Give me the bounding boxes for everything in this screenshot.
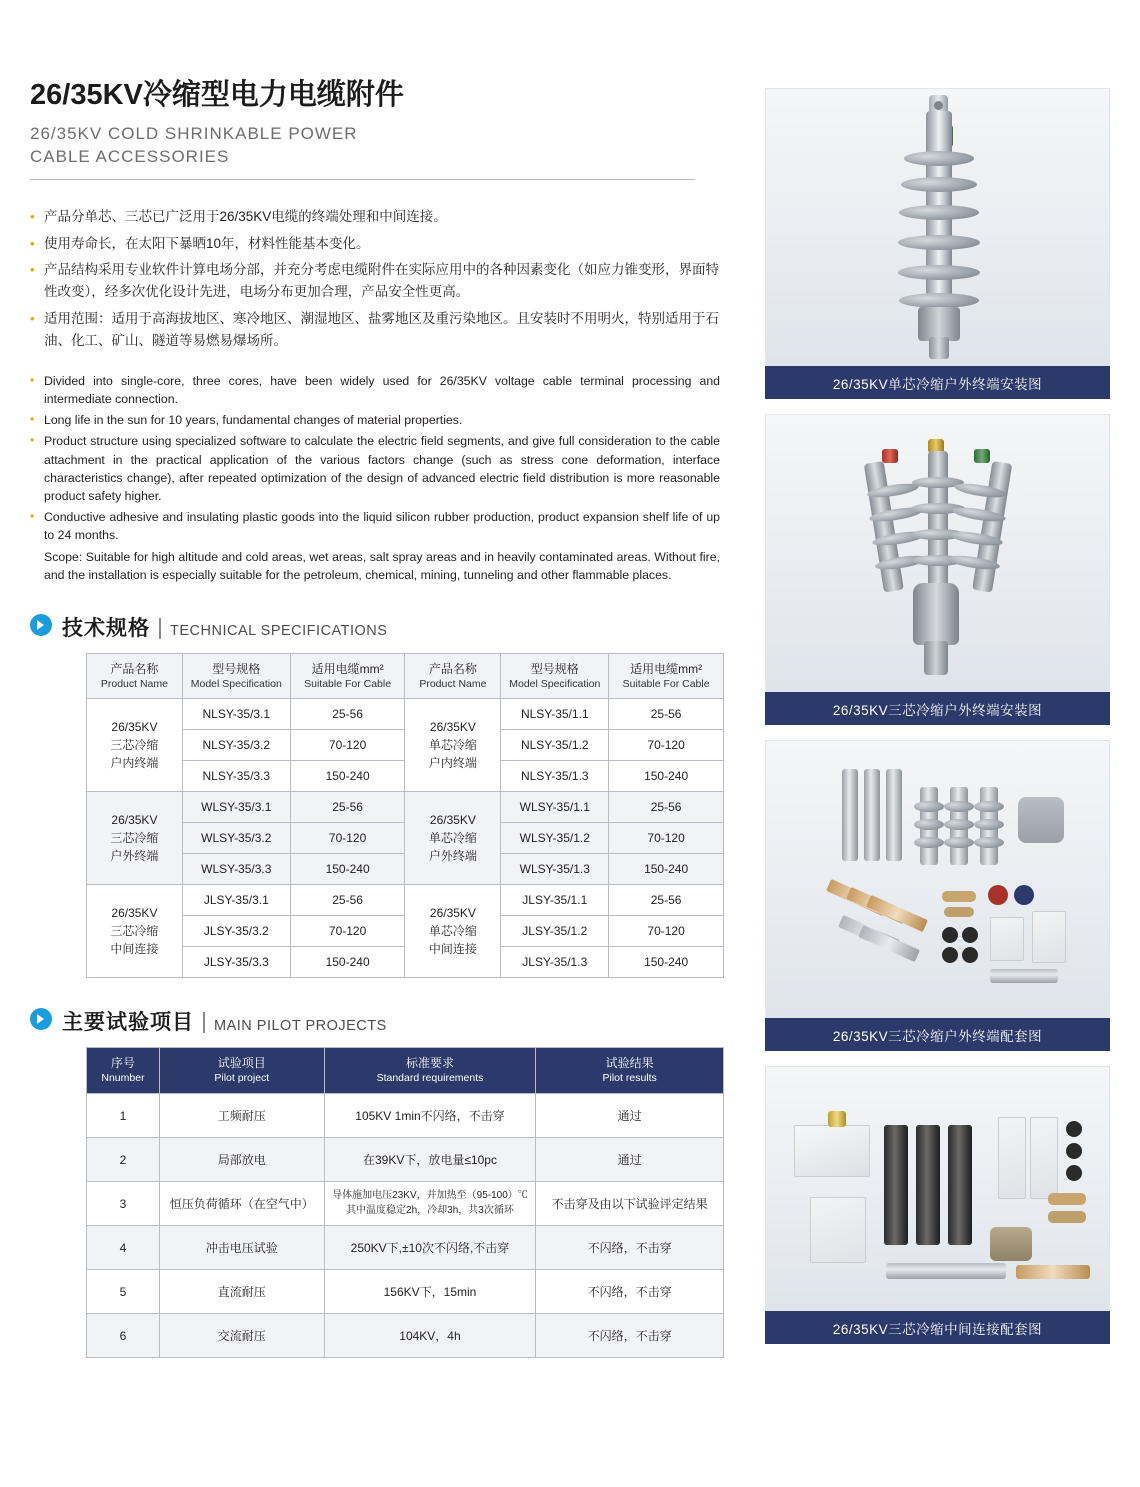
product-photo [765, 740, 1110, 1018]
intro-scope-text: Scope: Suitable for high altitude and cold areas, wet areas, salt spray areas and in heavily contaminated areas. Without fire, and the installation is especially suitable for the petroleum, chemical, mining, tunneling and other flammable places. [44, 549, 720, 582]
kit-bag [998, 1117, 1026, 1199]
cable-left: 70-120 [290, 730, 405, 761]
cable-left: 25-56 [290, 699, 405, 730]
model-left: JLSY-35/3.2 [182, 916, 290, 947]
page-title-en [30, 123, 720, 169]
kit-oring [1066, 1143, 1082, 1159]
figure-three-core-joint-kit [765, 1066, 1110, 1344]
column-header-cn: 型号规格 [530, 661, 579, 676]
model-left: NLSY-35/3.2 [182, 730, 290, 761]
cable-left: 70-120 [290, 916, 405, 947]
section-title-cn: 技术规格 [62, 618, 161, 639]
cable-left: 70-120 [290, 823, 405, 854]
kit-tube [842, 769, 858, 861]
row-number: 4 [87, 1226, 160, 1270]
model-right: JLSY-35/1.1 [501, 885, 609, 916]
technical-specifications-table [86, 653, 724, 978]
column-header-cn: 试验项目 [217, 1056, 266, 1071]
kit-joint-tube [884, 1125, 908, 1245]
section-heading-main-pilot-projects [30, 1008, 720, 1033]
column-header-en: Product Name [419, 678, 487, 691]
pilot-result: 不闪络，不击穿 [536, 1314, 724, 1358]
cable-left: 150-240 [290, 761, 405, 792]
kit-rubber-roll [1018, 797, 1064, 843]
figure-caption: 26/35KV三芯冷缩户外终端配套图 [765, 1018, 1110, 1051]
kit-tube [864, 769, 880, 861]
column-header-cn: 适用电缆mm² [630, 661, 703, 676]
arrow-right-icon [30, 1008, 52, 1030]
model-right: WLSY-35/1.2 [501, 823, 609, 854]
column-header-cn: 序号 [110, 1056, 135, 1071]
table-row [87, 1138, 724, 1182]
product-name-left: 26/35KV 三芯冷缩 户内终端 [87, 699, 183, 792]
kit-tape-red [988, 885, 1008, 905]
insulator-skirt [974, 801, 1004, 812]
row-number: 3 [87, 1182, 160, 1226]
column-header [501, 653, 609, 698]
insulator-skirt [914, 819, 944, 830]
product-name-left: 26/35KV 三芯冷缩 户外终端 [87, 792, 183, 885]
column-header-cn: 试验结果 [605, 1056, 654, 1071]
product-name-left: 26/35KV 三芯冷缩 中间连接 [87, 885, 183, 978]
insulator-skirt [974, 819, 1004, 830]
column-header-en: Standard requirements [376, 1071, 484, 1084]
pilot-project: 直流耐压 [159, 1270, 324, 1314]
cable-right: 150-240 [609, 947, 724, 978]
column-header-en: Model Specification [190, 678, 282, 691]
figure-column [765, 88, 1110, 1359]
column-header [182, 653, 290, 698]
table-header-row [87, 653, 724, 698]
model-right: JLSY-35/1.2 [501, 916, 609, 947]
arrow-right-icon [30, 614, 52, 636]
table-row [87, 1182, 724, 1226]
kit-cap-yellow [828, 1111, 846, 1127]
cable-right: 25-56 [609, 792, 724, 823]
kit-strip [886, 1263, 1006, 1279]
cable-left: 25-56 [290, 792, 405, 823]
table-row [87, 792, 724, 823]
insulator-skirt [899, 205, 979, 220]
model-left: WLSY-35/3.1 [182, 792, 290, 823]
standard-requirement: 104KV，4h [324, 1314, 536, 1358]
column-header [536, 1048, 724, 1094]
figure-three-core-outdoor-terminal [765, 414, 1110, 725]
kit-oring [962, 927, 978, 943]
column-header-cn: 产品名称 [110, 661, 159, 676]
standard-requirement: 导体施加电压23KV，并加热至（95-100）℃ 其中温度稳定2h，冷却3h，共3次循环 [324, 1182, 536, 1226]
kit-tape-blue [1014, 885, 1034, 905]
standard-requirement: 250KV下,±10次不闪络,不击穿 [324, 1226, 536, 1270]
standard-requirement: 105KV 1min不闪络，不击穿 [324, 1094, 536, 1138]
kit-bag [810, 1197, 866, 1263]
terminal-base [918, 307, 960, 341]
model-left: JLSY-35/3.3 [182, 947, 290, 978]
cable-left: 150-240 [290, 947, 405, 978]
kit-box [794, 1125, 870, 1177]
column-header-en: Suitable For Cable [622, 678, 710, 691]
kit-connector [1048, 1211, 1086, 1223]
column-header-en: Pilot project [214, 1071, 270, 1084]
pilot-project: 冲击电压试验 [159, 1226, 324, 1270]
figure-single-core-outdoor-terminal [765, 88, 1110, 399]
section-heading-technical-specifications [30, 614, 720, 639]
standard-requirement: 156KV下，15min [324, 1270, 536, 1314]
intro-list-cn [30, 206, 720, 352]
kit-strip [866, 895, 928, 932]
list-item: • Long life in the sun for 10 years, fundamental changes of material properties. [30, 411, 720, 429]
insulator-skirt [944, 837, 974, 848]
model-right: NLSY-35/1.3 [501, 761, 609, 792]
standard-requirement: 在39KV下，放电量≤10pc [324, 1138, 536, 1182]
content-column [30, 78, 720, 1358]
column-header-en: Pilot results [602, 1071, 657, 1084]
model-right: WLSY-35/1.1 [501, 792, 609, 823]
kit-tube [886, 769, 902, 861]
insulator-skirt [904, 151, 974, 166]
cable-left: 150-240 [290, 854, 405, 885]
model-right: WLSY-35/1.3 [501, 854, 609, 885]
insulator-skirt [898, 235, 980, 250]
column-header-cn: 适用电缆mm² [311, 661, 384, 676]
model-left: WLSY-35/3.3 [182, 854, 290, 885]
phase-cap-red [882, 449, 898, 463]
column-header [290, 653, 405, 698]
column-header [87, 1048, 160, 1094]
pilot-result: 通过 [536, 1094, 724, 1138]
cable-right: 25-56 [609, 699, 724, 730]
cable-right: 70-120 [609, 916, 724, 947]
intro-list-en [30, 372, 720, 584]
table-row [87, 1314, 724, 1358]
page-title-cn: 26/35KV冷缩型电力电缆附件 [30, 79, 404, 111]
insulator-skirt [914, 801, 944, 812]
figure-caption: 26/35KV三芯冷缩中间连接配套图 [765, 1311, 1110, 1344]
cable-left: 25-56 [290, 885, 405, 916]
column-header-en: Product Name [100, 678, 168, 691]
model-right: NLSY-35/1.2 [501, 730, 609, 761]
insulator-skirt [974, 837, 1004, 848]
insulator-skirt [944, 801, 974, 812]
list-item: • Product structure using specialized software to calculate the electric field segments, and give full consideration to the cable attachment in the practical application of the various factors change (such as stress cone deformation, interface characteristics change), after repeated optimization of the design of advanced electric field distribution is more reasonable product safety higher. [30, 432, 720, 505]
pilot-result: 通过 [536, 1138, 724, 1182]
column-header-cn: 标准要求 [405, 1056, 454, 1071]
page-title-en-line1: 26/35KV COLD SHRINKABLE POWER [30, 123, 358, 143]
row-number: 6 [87, 1314, 160, 1358]
list-item: • 使用寿命长，在太阳下暴晒10年，材料性能基本变化。 [30, 233, 720, 255]
kit-oring [1066, 1121, 1082, 1137]
cable-tail [924, 641, 948, 675]
list-item: • 适用范围：适用于高海拔地区、寒冷地区、潮湿地区、盐雾地区及重污染地区。且安装时不用明火，特别适用于石油、化工、矿山、隧道等易燃易爆场所。 [30, 308, 720, 352]
product-photo [765, 88, 1110, 366]
model-left: NLSY-35/3.3 [182, 761, 290, 792]
phase-cap-green [974, 449, 990, 463]
figure-caption: 26/35KV三芯冷缩户外终端安装图 [765, 692, 1110, 725]
column-header-en: Suitable For Cable [304, 678, 392, 691]
row-number: 1 [87, 1094, 160, 1138]
kit-gloves [1032, 911, 1066, 963]
cable-right: 25-56 [609, 885, 724, 916]
kit-joint-tube [916, 1125, 940, 1245]
figure-caption: 26/35KV单芯冷缩户外终端安装图 [765, 366, 1110, 399]
list-item: • 产品结构采用专业软件计算电场分部，并充分考虑电缆附件在实际应用中的各种因素变化（如应力锥变形，界面特性改变），经多次优化设计先进，电场分布更加合理，产品安全性更高。 [30, 259, 720, 303]
kit-roll [990, 1227, 1032, 1261]
title-divider [30, 179, 695, 180]
pilot-result: 不闪络，不击穿 [536, 1270, 724, 1314]
insulator-leg [972, 461, 1012, 593]
section-title-cn: 主要试验项目 [62, 1012, 205, 1033]
model-right: NLSY-35/1.1 [501, 699, 609, 730]
product-photo [765, 1066, 1110, 1311]
section-title-en: MAIN PILOT PROJECTS [214, 1017, 387, 1034]
kit-bag [1030, 1117, 1058, 1199]
row-number: 2 [87, 1138, 160, 1182]
page-title-en-line2: CABLE ACCESSORIES [30, 146, 230, 166]
insulator-skirt [898, 265, 980, 280]
cable-right: 70-120 [609, 823, 724, 854]
main-pilot-projects-table [86, 1047, 724, 1358]
kit-bag [990, 917, 1024, 961]
column-header [87, 653, 183, 698]
model-left: NLSY-35/3.1 [182, 699, 290, 730]
product-name-right: 26/35KV 单芯冷缩 中间连接 [405, 885, 501, 978]
pilot-project: 恒压负荷循环（在空气中） [159, 1182, 324, 1226]
table-body [87, 699, 724, 978]
kit-oring [942, 927, 958, 943]
kit-connector [1048, 1193, 1086, 1205]
list-item: • 产品分单芯、三芯已广泛用于26/35KV电缆的终端处理和中间连接。 [30, 206, 720, 228]
column-header [609, 653, 724, 698]
table-row [87, 1226, 724, 1270]
column-header [324, 1048, 536, 1094]
pilot-result: 不击穿及由以下试验评定结果 [536, 1182, 724, 1226]
table-row [87, 1270, 724, 1314]
table-row [87, 885, 724, 916]
kit-oring [962, 947, 978, 963]
kit-connector [942, 891, 976, 902]
kit-oring [1066, 1165, 1082, 1181]
insulator-skirt [899, 293, 979, 308]
pilot-project: 交流耐压 [159, 1314, 324, 1358]
product-name-right: 26/35KV 单芯冷缩 户内终端 [405, 699, 501, 792]
kit-strip-gold [1016, 1265, 1090, 1279]
column-header [405, 653, 501, 698]
table-body [87, 1094, 724, 1358]
column-header-en: Model Specification [509, 678, 601, 691]
kit-sleeve [990, 969, 1058, 983]
table-header [87, 653, 724, 698]
kit-strip [858, 925, 920, 962]
figure-three-core-outdoor-kit [765, 740, 1110, 1051]
table-header [87, 1048, 724, 1094]
insulator-skirt [901, 177, 977, 192]
kit-joint-tube [948, 1125, 972, 1245]
insulator-leg [928, 451, 948, 593]
table-row [87, 699, 724, 730]
column-header-en: Nnumber [101, 1071, 145, 1084]
insulator-skirt [944, 819, 974, 830]
insulator-leg [864, 461, 904, 593]
column-header-cn: 产品名称 [428, 661, 477, 676]
breakout-boot [913, 583, 959, 645]
row-number: 5 [87, 1270, 160, 1314]
list-item: • Divided into single-core, three cores, have been widely used for 26/35KV voltage cable terminal processing and intermediate connection. [30, 372, 720, 408]
model-right: JLSY-35/1.3 [501, 947, 609, 978]
model-left: WLSY-35/3.2 [182, 823, 290, 854]
model-left: JLSY-35/3.1 [182, 885, 290, 916]
table-row [87, 1094, 724, 1138]
column-header [159, 1048, 324, 1094]
cable-right: 70-120 [609, 730, 724, 761]
pilot-result: 不闪络，不击穿 [536, 1226, 724, 1270]
product-name-right: 26/35KV 单芯冷缩 户外终端 [405, 792, 501, 885]
column-header-cn: 型号规格 [212, 661, 261, 676]
cable-tail [929, 337, 949, 359]
insulator-skirt [914, 837, 944, 848]
section-title-en: TECHNICAL SPECIFICATIONS [170, 623, 388, 640]
kit-oring [942, 947, 958, 963]
cable-right: 150-240 [609, 761, 724, 792]
pilot-project: 局部放电 [159, 1138, 324, 1182]
cable-right: 150-240 [609, 854, 724, 885]
kit-connector [944, 907, 974, 917]
product-photo [765, 414, 1110, 692]
list-item: • Conductive adhesive and insulating plastic goods into the liquid silicon rubber production, product expansion shelf life of up to 24 months. [30, 508, 720, 544]
pilot-project: 工频耐压 [159, 1094, 324, 1138]
table-header-row [87, 1048, 724, 1094]
